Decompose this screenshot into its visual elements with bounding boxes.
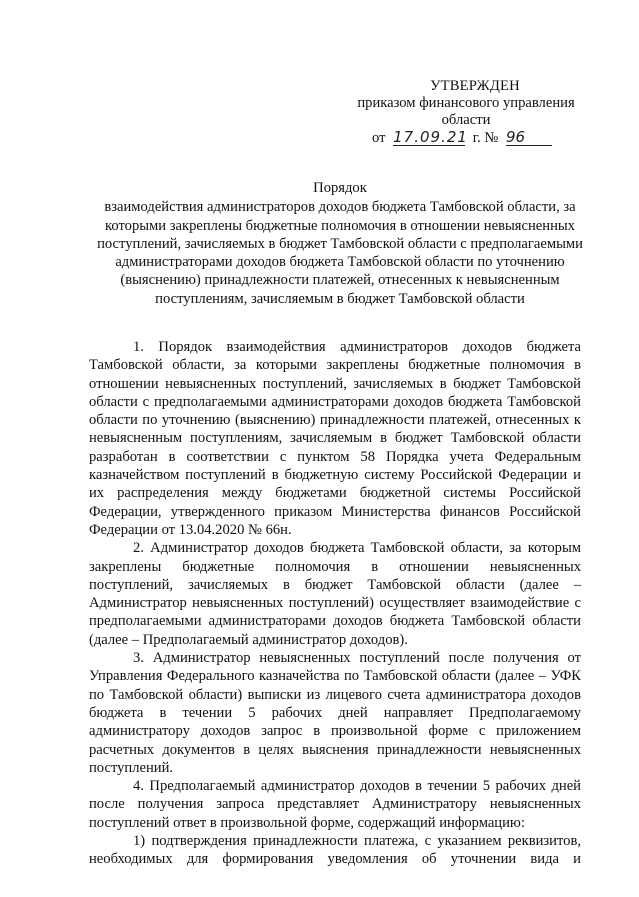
approval-date-line xyxy=(346,130,586,147)
approval-line-1: приказом финансового управления xyxy=(357,95,575,111)
title-heading: Порядок xyxy=(313,180,367,196)
paragraph-1: 1. Порядок взаимодействия администраторов доходов бюджета Тамбовской области, за которыми закреплены бюджетные полномочия в отношении невыясненных поступлений, зачисляемых в бюджет Тамбовской области с предполагаемыми администраторами доходов бюджета Тамбовской области по уточнению (выяснению) принадлежности платежей, отнесенных к невыясненным поступлениям, зачисляемым в бюджет Тамбовской области разработан в соответствии с пунктом 58 Порядка учета Федеральным казначейством поступлений в бюджетную систему Российской Федерации и их распределения между бюджетами бюджетной системы Российской Федерации, утвержденного приказом Министерства финансов Российской Федерации от 13.04.2020 № 66н. xyxy=(89,339,581,538)
document-title xyxy=(80,179,600,308)
paragraph-4-item-1: 1) подтверждения принадлежности платежа, с указанием реквизитов, необходимых для формирования уведомления об уточнении вида и xyxy=(89,833,581,868)
document-body xyxy=(89,338,581,869)
handwritten-order-number: 96 xyxy=(506,130,552,146)
paragraph-2: 2. Администратор доходов бюджета Тамбовской области, за которым закреплены бюджетные полномочия в отношении невыясненных поступлений, зачисляемых в бюджет Тамбовской области (далее – Администратор невыясненных поступлений) осуществляет взаимодействие с предполагаемыми администраторами доходов бюджета Тамбовской области (далее – Предполагаемый администратор доходов). xyxy=(89,540,581,648)
approval-line-2: области xyxy=(441,112,491,128)
approval-from-label: от xyxy=(372,130,386,146)
paragraph-3: 3. Администратор невыясненных поступлений после получения от Управления Федерального казначейства по Тамбовской области (далее – УФК по Тамбовской области) выписки из лицевого счета администратора доходов бюджета в течении 5 рабочих дней направляет Предполагаемому администратору доходов запрос в произвольной форме с приложением расчетных документов в целях выяснения принадлежности невыясненных поступлений. xyxy=(89,650,581,776)
handwritten-date: 17.09.21 xyxy=(393,128,468,146)
paragraph-4: 4. Предполагаемый администратор доходов в течении 5 рабочих дней после получения запроса представляет Администратору невыясненных поступлений ответ в произвольной форме, содержащий информацию: xyxy=(89,778,581,831)
approval-heading: УТВЕРЖДЕН xyxy=(430,78,520,94)
approval-stamp xyxy=(346,78,586,147)
approval-year-label: г. № xyxy=(472,130,499,146)
title-text: взаимодействия администраторов доходов бюджета Тамбовской области, за которыми закреплены бюджетные полномочия в отношении невыясненных поступлений, зачисляемых в бюджет Тамбовской области с предполагаемыми администраторами доходов бюджета Тамбовской области по уточнению (выяснению) принадлежности платежей, отнесенных к невыясненным поступлениям, зачисляемым в бюджет Тамбовской области xyxy=(97,199,583,307)
